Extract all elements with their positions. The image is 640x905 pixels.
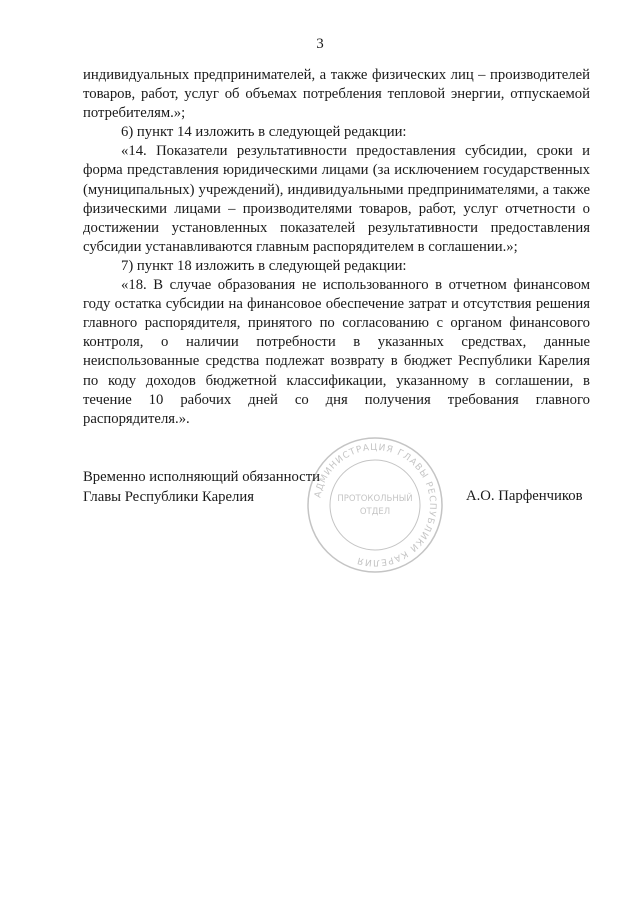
page-number: 3 [316, 36, 324, 52]
signatory-position-line2: Главы Республики Карелия [83, 488, 254, 505]
seal-inner-text-1: ПРОТОКОЛЬНЫЙ [337, 494, 413, 504]
signatory-position-line1: Временно исполняющий обязанности [83, 469, 320, 485]
paragraph-item-7: 7) пункт 18 изложить в следующей редакции: [121, 257, 407, 274]
svg-text:АДМИНИСТРАЦИЯ ГЛАВЫ РЕСПУБЛИКИ [313, 443, 437, 567]
paragraph-item-6: 6) пункт 14 изложить в следующей редакции: [121, 124, 407, 141]
official-seal-stamp [305, 435, 445, 575]
signatory-position [83, 468, 320, 507]
paragraph-continuation: индивидуальных предпринимателей, а также физических лиц – производителей товаров, работ, услуг об объемах потребления тепловой энергии, отпускаемой потребителям.»; [83, 67, 590, 122]
seal-outer-text: АДМИНИСТРАЦИЯ ГЛАВЫ РЕСПУБЛИКИ КАРЕЛИЯ [313, 442, 438, 568]
seal-inner-text-2: ОТДЕЛ [359, 507, 391, 517]
signatory-name: А.О. Парфенчиков [466, 488, 583, 504]
document-body [83, 66, 590, 429]
paragraph-point-18: «18. В случае образования не использованного в отчетном финансовом году остатка субсидии на финансовое обеспечение затрат и отсутствия решения главного распорядителя, принятого по согласованию с органом финансового контроля, о наличии потребности в указанных средствах, данные неиспользованные средства подлежат возврату в бюджет Республики Карелия по коду доходов бюджетной классификации, указанному в соглашении, в течение 10 рабочих дней со дня получения требования главного распорядителя.». [83, 277, 590, 427]
paragraph-point-14: «14. Показатели результативности предоставления субсидии, сроки и форма представления юридическими лицами (за исключением государственных (муниципальных) учреждений), индивидуальными предпринимателями, а также физическими лицами – производителями товаров, работ, услуг отчетности о достижении установленных показателей результативности предоставления субсидии устанавливаются главным распорядителем в соглашении.»; [83, 143, 590, 255]
